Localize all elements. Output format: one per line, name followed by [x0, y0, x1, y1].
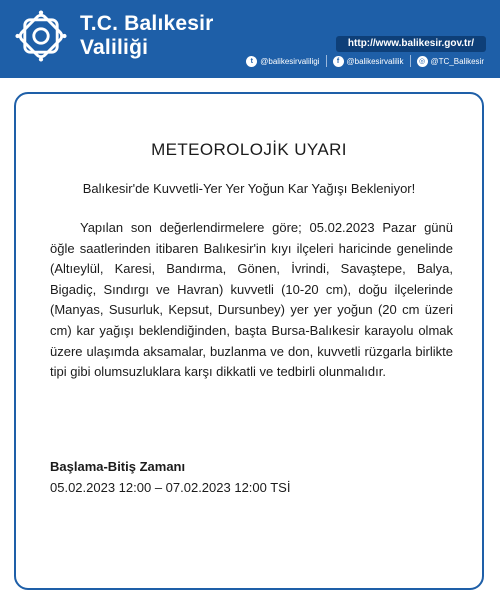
- facebook-icon: f: [333, 56, 344, 67]
- page-subtitle: Balıkesir'de Kuvvetli-Yer Yer Yoğun Kar Yağışı Bekleniyor!: [82, 181, 416, 196]
- time-range-value: 05.02.2023 12:00 – 07.02.2023 12:00 TSİ: [50, 480, 291, 495]
- organization-name-line1: T.C. Balıkesir: [80, 12, 214, 35]
- twitter-handle: @balikesirvaliligi: [260, 56, 320, 66]
- organization-name: [80, 12, 214, 60]
- divider: [410, 55, 411, 67]
- organization-name-line2: Valiliği: [80, 36, 149, 59]
- divider: [326, 55, 327, 67]
- social-media-bar: [240, 52, 500, 70]
- instagram-handle: @TC_Balikesir: [430, 56, 484, 66]
- time-range-heading: Başlama-Bitiş Zamanı: [50, 459, 186, 474]
- twitter-link[interactable]: [246, 56, 319, 67]
- facebook-handle: @balikesirvalilik: [346, 56, 404, 66]
- instagram-link[interactable]: [417, 56, 484, 67]
- website-link[interactable]: http://www.balikesir.gov.tr/: [336, 36, 486, 52]
- twitter-icon: t: [246, 56, 257, 67]
- instagram-icon: ◎: [417, 56, 428, 67]
- governorship-logo-icon: [14, 9, 68, 63]
- facebook-link[interactable]: [333, 56, 404, 67]
- page-title: METEOROLOJİK UYARI: [151, 140, 347, 159]
- announcement-body: Yapılan son değerlendirmelere göre; 05.02.2023 Pazar günü öğle saatlerinden itibaren Balıkesir'in kıyı ilçeleri haricinde genelinde (Altıeylül, Karesi, Bandırma, Gönen, İvrindi, Savaştepe, Balya, Bigadiç, Sındırgı ve Havran) kuvvetli (10-20 cm), doğu ilçelerinde (Manyas, Susurluk, Kepsut, Dursunbey) yer yer yoğun (20 cm üzeri cm) kar yağışı beklendiğinden, başta Bursa-Balıkesir karayolu olmak üzere ulaşımda aksamalar, buzlanma ve don, kuvvetli rüzgarla birlikte tipi gibi olumsuzluklara karşı dikkatli ve tedbirli olunmalıdır.: [50, 220, 453, 380]
- announcement-card: [14, 92, 484, 590]
- header-banner: [0, 0, 500, 78]
